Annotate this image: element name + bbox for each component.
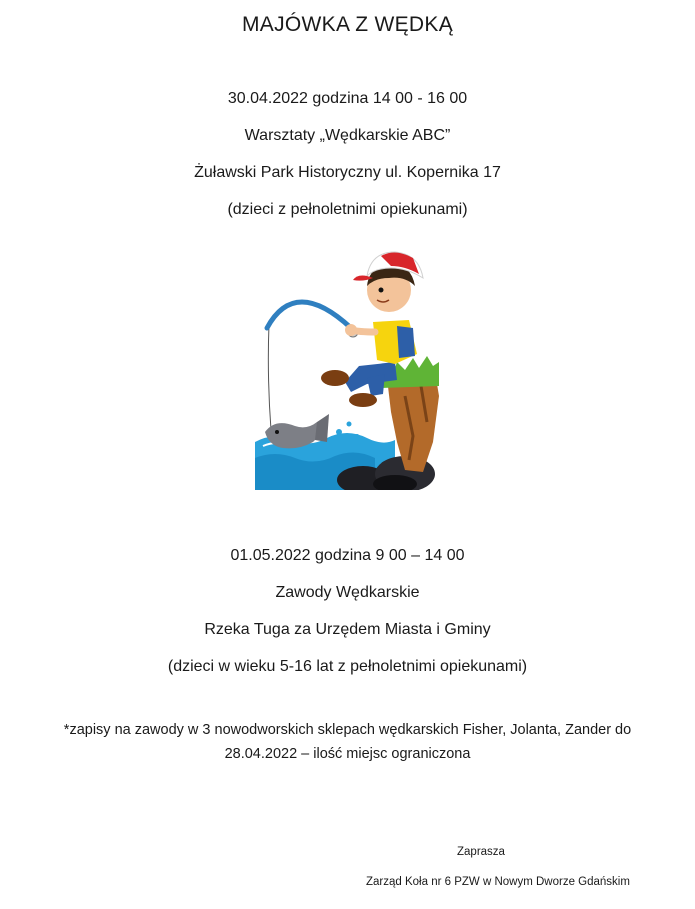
event1-place: Żuławski Park Historyczny ul. Kopernika 17 bbox=[194, 164, 501, 181]
event2-audience: (dzieci w wieku 5-16 lat z pełnoletnimi opiekunami) bbox=[167, 658, 528, 675]
event2-date: 01.05.2022 godzina 9 00 – 14 00 bbox=[230, 547, 465, 564]
fishing-rod bbox=[267, 302, 351, 328]
organizer-text: Zarząd Koła nr 6 PZW w Nowym Dworze Gdańskim bbox=[366, 876, 630, 888]
page-title: MAJÓWKA Z WĘDKĄ bbox=[241, 13, 453, 36]
splash-drop bbox=[347, 422, 352, 427]
shoe-shape bbox=[349, 393, 377, 407]
overall-strap bbox=[397, 326, 415, 358]
shoe-shape bbox=[321, 370, 349, 386]
event1-date: 30.04.2022 godzina 14 00 - 16 00 bbox=[227, 90, 468, 107]
event2-name: Zawody Wędkarskie bbox=[275, 584, 420, 601]
registration-note-line: 28.04.2022 – ilość miejsc ograniczona bbox=[224, 746, 471, 762]
registration-note-line: *zapisy na zawody w 3 nowodworskich sklepach wędkarskich Fisher, Jolanta, Zander do bbox=[63, 722, 632, 738]
event1-name: Warsztaty „Wędkarskie ABC” bbox=[244, 127, 451, 144]
fish-eye bbox=[275, 430, 279, 434]
splash-drop bbox=[336, 429, 342, 435]
splash-drop bbox=[355, 434, 359, 438]
event1-audience: (dzieci z pełnoletnimi opiekunami) bbox=[227, 201, 468, 218]
event2-place: Rzeka Tuga za Urzędem Miasta i Gminy bbox=[204, 621, 491, 638]
fish-tail bbox=[315, 414, 329, 442]
registration-note bbox=[40, 718, 655, 766]
boy-fishing-icon bbox=[255, 246, 440, 490]
invite-text: Zaprasza bbox=[457, 846, 505, 858]
boy-fishing-illustration bbox=[255, 246, 440, 490]
eye-shape bbox=[379, 288, 384, 293]
fishing-line bbox=[268, 324, 271, 430]
hand-shape bbox=[345, 324, 357, 336]
